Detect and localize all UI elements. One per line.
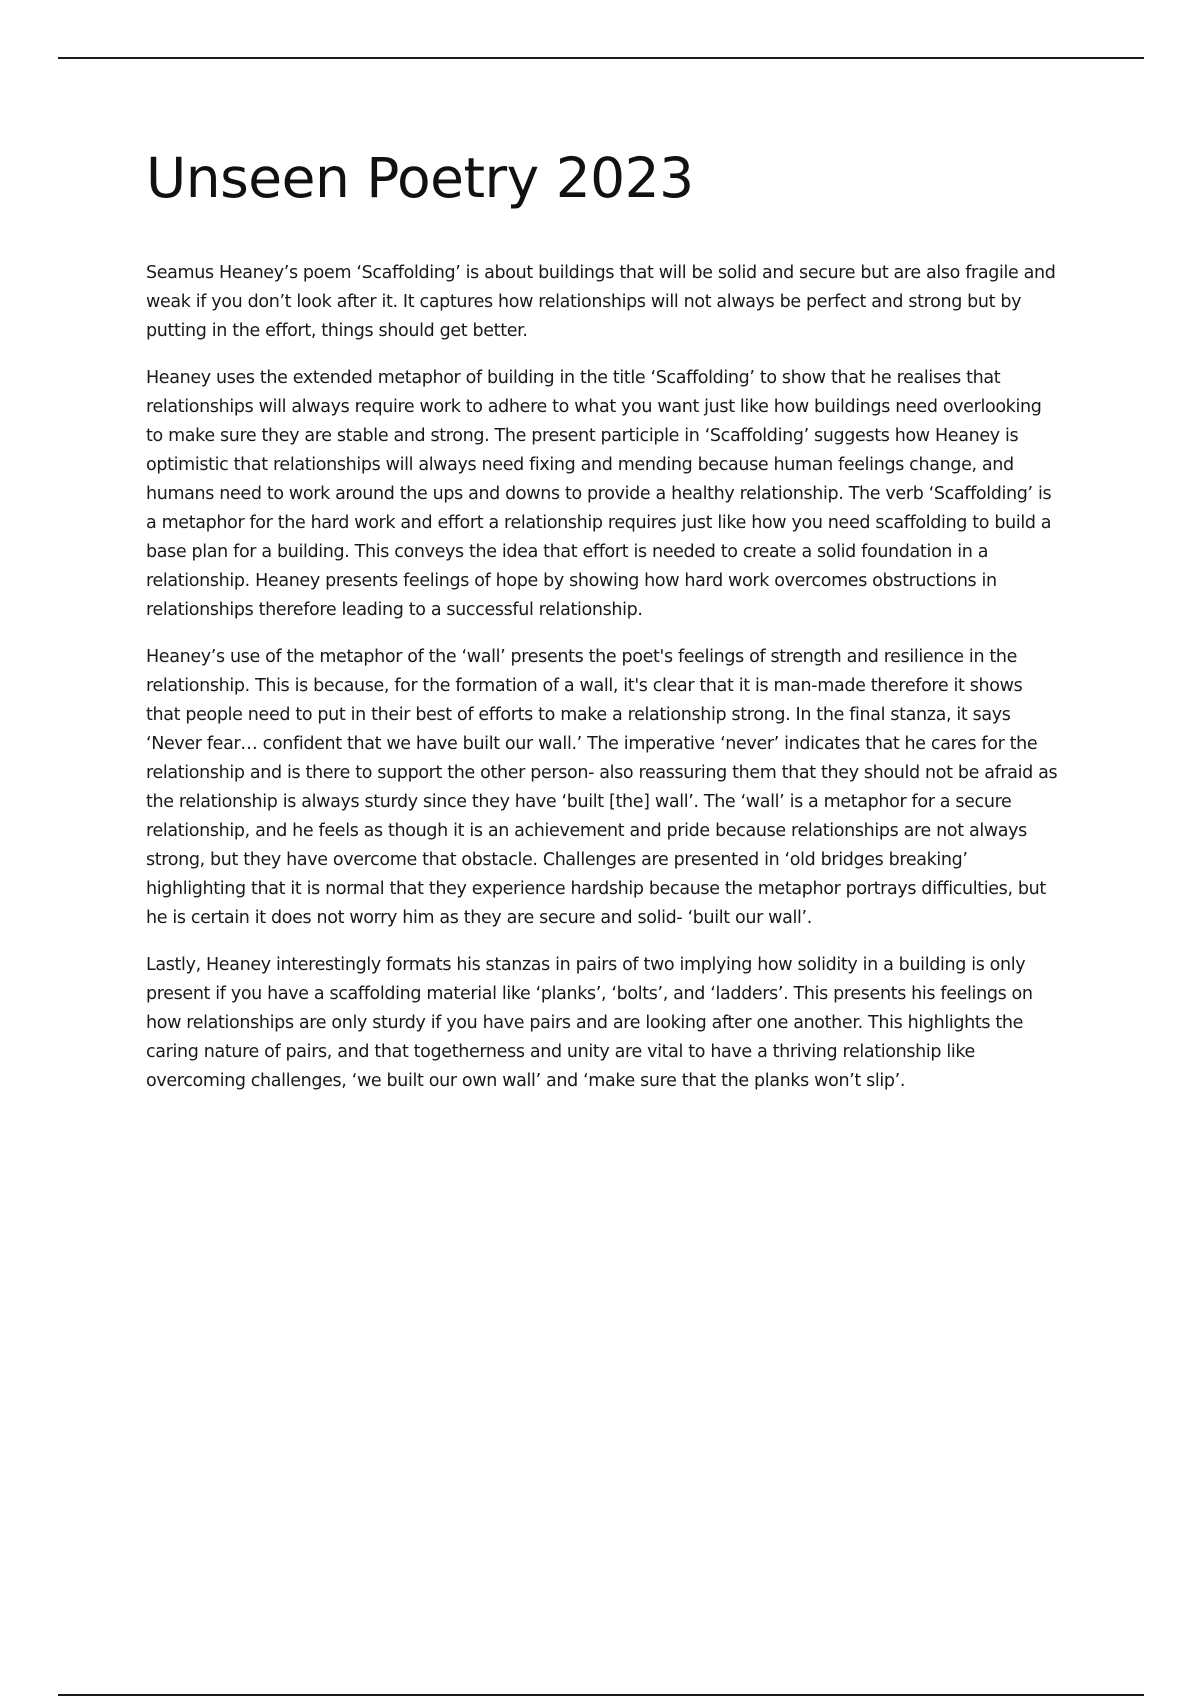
paragraph-structure: Lastly, Heaney interestingly formats his stanzas in pairs of two implying how solidity in a building is only present if you have a scaffolding material like ‘planks’, ‘bolts’, and ‘ladders’. This presents his feelings on how relationships are only sturdy if you have pairs and are looking after one another. This highlights the caring nature of pairs, and that togetherness and unity are vital to have a thriving relationship like overcoming challenges, ‘we built our own wall’ and ‘make sure that the planks won’t slip’.: [146, 955, 1033, 1091]
footer-rule: [58, 1694, 1144, 1696]
document-body: [146, 140, 1058, 1114]
essay-text: [146, 259, 1058, 1096]
paragraph-wall-metaphor: Heaney’s use of the metaphor of the ‘wall’ presents the poet's feelings of strength and resilience in the relationship. This is because, for the formation of a wall, it's clear that it is man-made therefore it shows that people need to put in their best of efforts to make a relationship strong. In the final stanza, it says ‘Never fear… confident that we have built our wall.’ The imperative ‘never’ indicates that he cares for the relationship and is there to support the other person- also reassuring them that they should not be afraid as the relationship is always sturdy since they have ‘built [the] wall’. The ‘wall’ is a metaphor for a secure relationship, and he feels as though it is an achievement and pride because relationships are not always strong, but they have overcome that obstacle. Challenges are presented in ‘old bridges breaking’ highlighting that it is normal that they experience hardship because the metaphor portrays difficulties, but he is certain it does not worry him as they are secure and solid- ‘built our wall’.: [146, 647, 1058, 928]
paragraph-extended-metaphor: Heaney uses the extended metaphor of building in the title ‘Scaffolding’ to show that he realises that relationships will always require work to adhere to what you want just like how buildings need overlooking to make sure they are stable and strong. The present participle in ‘Scaffolding’ suggests how Heaney is optimistic that relationships will always need fixing and mending because human feelings change, and humans need to work around the ups and downs to provide a healthy relationship. The verb ‘Scaffolding’ is a metaphor for the hard work and effort a relationship requires just like how you need scaffolding to build a base plan for a building. This conveys the idea that effort is needed to create a solid foundation in a relationship. Heaney presents feelings of hope by showing how hard work overcomes obstructions in relationships therefore leading to a successful relationship.: [146, 368, 1052, 620]
document-title: Unseen Poetry 2023: [146, 146, 694, 210]
header-rule: [58, 57, 1144, 59]
paragraph-intro: Seamus Heaney’s poem ‘Scaffolding’ is about buildings that will be solid and secure but are also fragile and weak if you don’t look after it. It captures how relationships will not always be perfect and strong but by putting in the effort, things should get better.: [146, 263, 1056, 341]
